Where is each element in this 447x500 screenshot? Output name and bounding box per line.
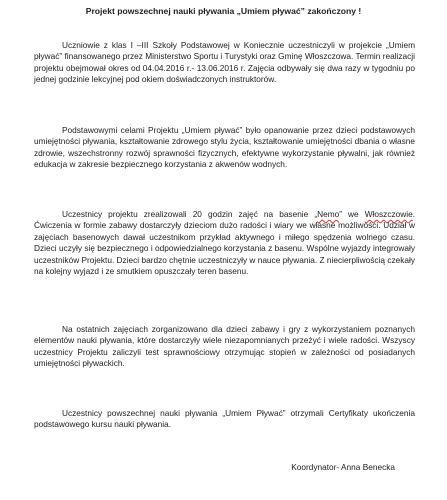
coordinator-signature: Koordynator- Anna Benecka — [291, 462, 395, 472]
city-name: Włoszczowie — [364, 209, 413, 219]
paragraph-final-lesson: Na ostatnich zajęciach zorganizowano dla dzieci zabawy i gry z wykorzystaniem poznanych elementów nauki pływania, które dostarczyły wiele niezapomnianych przeżyć i wiele radości. Wszyscy uczestnicy Projektu zaliczyli test sprawnościowy otrzymując stopień w zależności od posiadanych umiejętności pływackich. — [34, 324, 415, 369]
document-title: Projekt powszechnej nauki pływania „Umiem pływać” zakończony ! — [85, 6, 362, 16]
activities-text-between: ” we — [339, 209, 365, 219]
paragraph-intro: Uczniowie z klas I –III Szkoły Podstawowej w Koniecznie uczestniczyli w projekcie „Umiem pływać” finansowanego przez Ministerstwo Sportu i Turystyki oraz Gminę Włoszczowa. Termin realizacji projektu obejmował okres od 04.04.2016 r.- 13.06.2016 r. Zajęcia odbywały się dwa razy w tygodniu po jednej godzinie lekcyjnej pod okiem doświadczonych instruktorów. — [34, 40, 415, 85]
paragraph-goals: Podstawowymi celami Projektu „Umiem pływać” było opanowanie przez dzieci podstawowych umiejętności pływania, kształtowanie zdrowego stylu życia, kształtowanie umiejętności dbania o własne zdrowie, wszechstronny rozwój sprawności fizycznych, efektywne wykorzystanie pływalni, jak również edukacja w zakresie bezpiecznego korzystania z akwenów wodnych. — [34, 125, 415, 170]
pool-name-nemo: Nemo — [317, 209, 340, 219]
paragraph-certificates: Uczestnicy powszechnej nauki pływania „Umiem Pływać” otrzymali Certyfikaty ukończenia podstawowego kursu nauki pływania. — [34, 408, 415, 430]
activities-text-rest: . Ćwiczenia w formie zabawy dostarczyły dzieciom dużo radości i wiary we własne możliwości. Udział w zajęciach basenowych dawał uczestnikom przykład aktywnego i miłego spędzenia wolnego czasu. Dzieci uczyły się bezpiecznego i odpowiedzialnego korzystania z basenu. Wspólne wyjazdy integrowały uczestników Projektu. Dzieci bardzo chętnie uczestniczyły w nauce pływania. Z niecierpliwością czekały na kolejny wyjazd i ze smutkiem opuszczały teren basenu. — [34, 209, 415, 277]
activities-text-start: Uczestnicy projektu zrealizowali 20 godzin zajęć na basenie „ — [62, 209, 318, 219]
paragraph-activities — [34, 209, 415, 277]
